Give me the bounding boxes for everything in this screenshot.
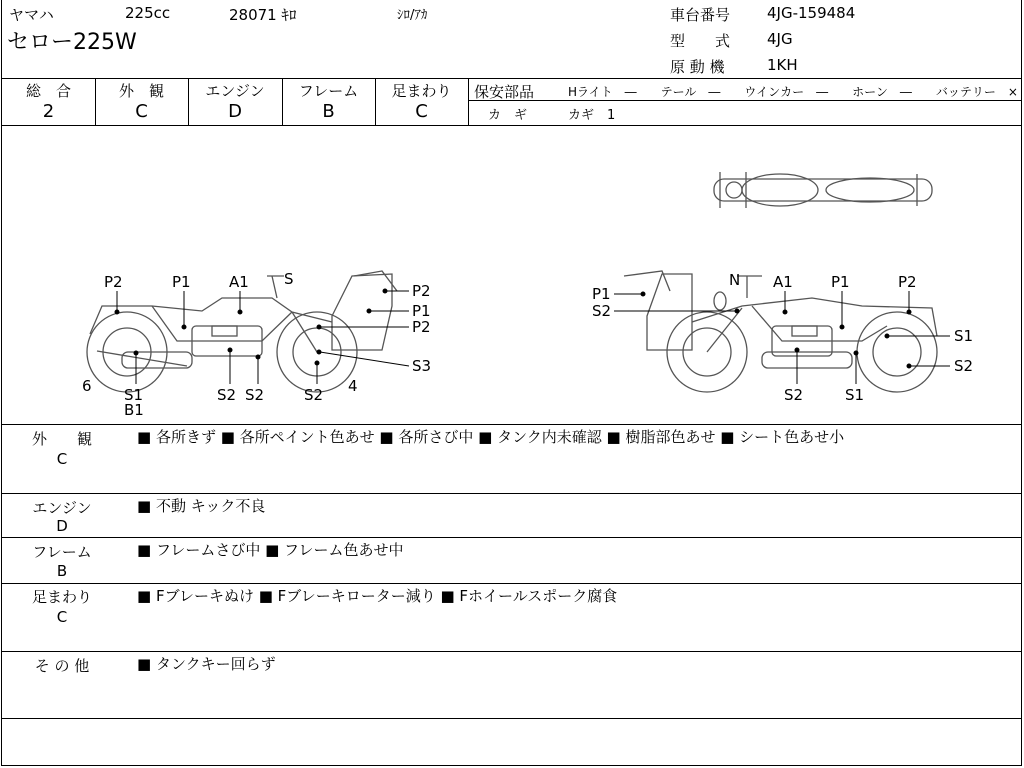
divider [2,424,1021,425]
top-view-bike-icon [714,172,932,208]
divider [2,493,1021,494]
label-a1: A1 [773,273,793,291]
section-label-suspension: 足まわり [31,588,92,606]
section-notes-exterior: ■ 各所きず ■ 各所ペイント色あせ ■ 各所さび中 ■ タンク内未確認 ■ 樹脂部色あせ ■ シート色あせ小 [137,428,845,446]
label-p1: P1 [592,285,611,303]
label-s2: S2 [217,386,237,404]
label-p1: P1 [172,273,191,291]
divider [468,100,1021,101]
displacement: 225cc [125,4,171,22]
maker-name: ヤマハ [9,6,54,24]
grade-label-engine: エンジン [205,82,265,100]
inspection-sheet [1,0,1022,766]
section-grade-frame: B [56,562,68,580]
label-n: N [729,271,741,289]
divider [468,78,469,125]
label-s3: S3 [412,357,432,375]
color: ｼﾛ/ｱｶ [397,8,428,23]
label-s2: S2 [592,302,612,320]
section-grade-engine: D [56,517,68,535]
key-value: カギ 1 [568,108,616,123]
section-notes-frame: ■ フレームさび中 ■ フレーム色あせ中 [137,541,404,559]
grade-label-frame: フレーム [298,82,359,100]
engine-label: 原 動 機 [670,58,725,76]
grade-label-overall: 総 合 [25,82,71,100]
label-s2: S2 [245,386,265,404]
security-items: Hライト ― テール ― ウインカー ― ホーン ― バッテリー × [568,85,1018,99]
label-4: 4 [348,377,358,395]
label-s2: S2 [954,357,974,375]
model-type-label: 型 式 [670,32,731,50]
label-s1: S1 [124,386,144,404]
damage-diagram [2,126,1022,424]
label-b1: B1 [124,401,144,419]
label-p2: P2 [104,273,123,291]
mileage: 28071 ｷﾛ [229,6,297,24]
label-s2: S2 [784,386,804,404]
grade-value-frame: B [322,101,335,122]
label-s2: S2 [304,386,324,404]
model-name: セロー225W [7,30,137,55]
grade-value-overall: 2 [42,101,55,122]
divider [2,583,1021,584]
label-p2: P2 [412,282,431,300]
section-notes-engine: ■ 不動 キック不良 [137,497,266,515]
section-label-engine: エンジン [32,499,92,517]
label-s: S [284,270,294,288]
label-s1: S1 [845,386,865,404]
security-title: 保安部品 [474,83,535,101]
grade-value-exterior: C [135,101,148,122]
key-label: カ ギ [488,108,528,123]
section-notes-suspension: ■ Fブレーキぬけ ■ Fブレーキローター減り ■ Fホイールスポーク腐食 [137,587,618,605]
label-p1: P1 [831,273,850,291]
section-grade-suspension: C [56,608,68,626]
section-grade-exterior: C [56,450,68,468]
frame-no-label: 車台番号 [670,6,731,24]
label-p1: P1 [412,302,431,320]
grade-label-suspension: 足まわり [391,82,452,100]
label-s1: S1 [954,327,974,345]
grade-value-engine: D [228,101,242,122]
divider [2,718,1021,719]
section-label-other: そ の 他 [34,657,90,675]
grade-value-suspension: C [415,101,428,122]
model-type: 4JG [767,30,793,48]
frame-no: 4JG-159484 [767,4,856,22]
label-p2: P2 [412,318,431,336]
grade-label-exterior: 外 観 [118,82,164,100]
section-label-frame: フレーム [32,543,92,561]
label-a1: A1 [229,273,249,291]
label-6: 6 [82,377,92,395]
engine-model: 1KH [767,56,798,74]
divider [2,651,1021,652]
section-label-exterior: 外 観 [31,430,92,448]
divider [2,78,1021,79]
divider [2,537,1021,538]
label-p2: P2 [898,273,917,291]
section-notes-other: ■ タンクキー回らず [137,655,276,673]
